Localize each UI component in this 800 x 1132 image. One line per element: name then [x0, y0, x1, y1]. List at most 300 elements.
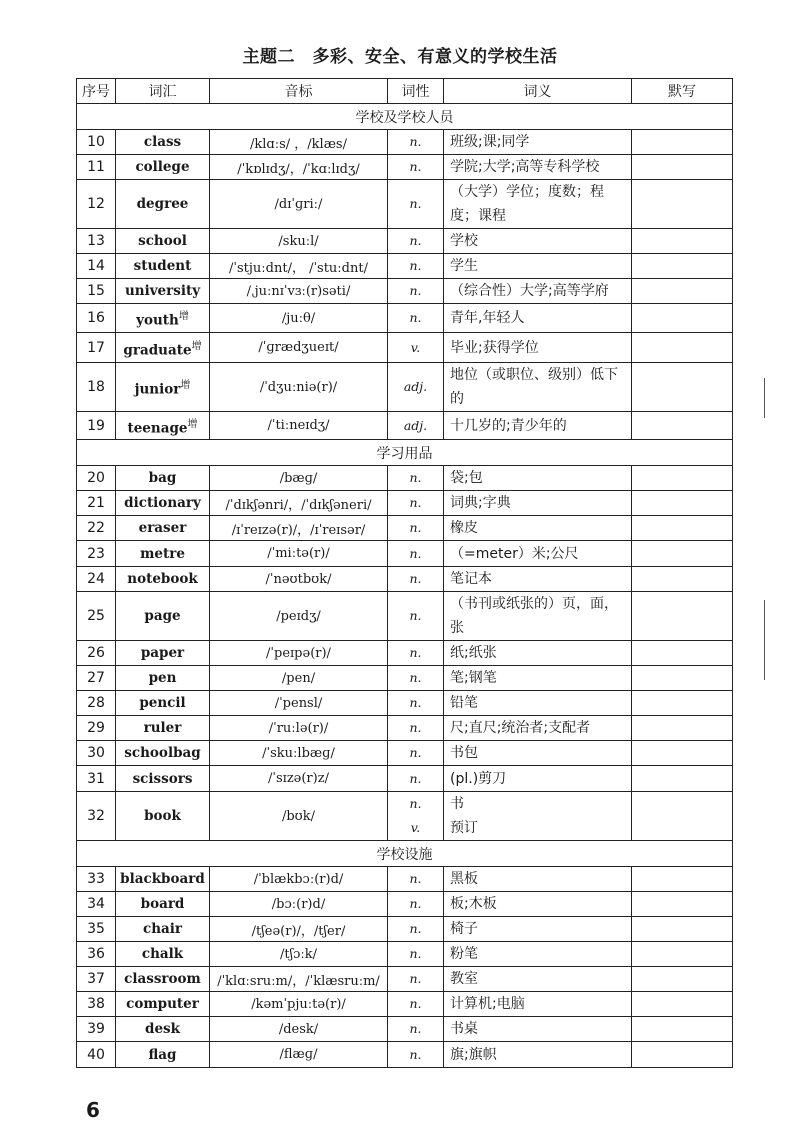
entry-part-of-speech: n.: [409, 670, 422, 685]
table-row: [77, 155, 733, 180]
table-row: [77, 992, 733, 1017]
entry-part-of-speech: n.: [409, 745, 422, 760]
entry-meaning: 预订: [450, 820, 478, 836]
entry-meaning-cell: [444, 254, 632, 279]
entry-word: notebook: [127, 571, 198, 587]
dictation-blank[interactable]: [632, 333, 733, 363]
entry-word-cell: [116, 942, 210, 967]
entry-word: chalk: [141, 946, 184, 962]
entry-part-of-speech: n.: [409, 571, 422, 586]
entry-word: degree: [136, 196, 189, 212]
entry-word-cell: [116, 279, 210, 304]
dictation-blank[interactable]: [632, 567, 733, 592]
entry-meaning-cell: [444, 867, 632, 892]
entry-number: 27: [77, 666, 116, 691]
entry-meaning-cell: [444, 592, 632, 641]
dictation-blank[interactable]: [632, 466, 733, 491]
entry-part-of-speech: n.: [409, 720, 422, 735]
entry-meaning: （大学）学位；度数；程度；课程: [450, 184, 604, 224]
entry-number: 37: [77, 967, 116, 992]
entry-part-of-speech: n.: [409, 796, 422, 811]
header-part-of-speech: 词性: [388, 79, 444, 104]
entry-meaning-cell: [444, 180, 632, 229]
table-row: [77, 892, 733, 917]
entry-number: 20: [77, 466, 116, 491]
entry-phonetic: /ˈklɑːsruːm/，/ˈklæsruːm/: [210, 967, 388, 992]
entry-number: 26: [77, 641, 116, 666]
scan-edge-mark: [764, 600, 765, 680]
entry-part-of-speech: n.: [409, 645, 422, 660]
entry-phonetic: /skuːl/: [210, 229, 388, 254]
dictation-blank[interactable]: [632, 666, 733, 691]
entry-part-of-speech-cell: [388, 741, 444, 766]
entry-phonetic: /ˈpensl/: [210, 691, 388, 716]
entry-meaning: 教室: [450, 971, 478, 987]
entry-meaning: (pl.)剪刀: [450, 770, 507, 787]
entry-part-of-speech-cell: [388, 792, 444, 841]
entry-meaning: 地位（或职位、级别）低下的: [450, 367, 618, 407]
entry-meaning: 橡皮: [450, 520, 478, 536]
entry-meaning-cell: [444, 917, 632, 942]
entry-word-cell: [116, 516, 210, 541]
entry-word: university: [124, 283, 201, 299]
entry-part-of-speech: n.: [409, 233, 422, 248]
entry-meaning: 板;木板: [450, 896, 497, 912]
entry-meaning-cell: [444, 466, 632, 491]
dictation-blank[interactable]: [632, 716, 733, 741]
entry-part-of-speech-cell: [388, 691, 444, 716]
entry-meaning-cell: [444, 691, 632, 716]
table-row: [77, 766, 733, 792]
entry-word: eraser: [138, 520, 187, 536]
entry-part-of-speech: n.: [409, 520, 422, 535]
entry-part-of-speech: n.: [409, 545, 422, 561]
entry-word: pen: [148, 670, 177, 686]
entry-meaning-cell: [444, 741, 632, 766]
entry-number: 24: [77, 567, 116, 592]
entry-number: 31: [77, 766, 116, 792]
section-title: 学校设施: [77, 841, 733, 867]
entry-number: 35: [77, 917, 116, 942]
table-row: [77, 867, 733, 892]
header-phonetic: 音标: [210, 79, 388, 104]
entry-phonetic: /peɪdʒ/: [210, 592, 388, 641]
entry-part-of-speech: adj.: [403, 379, 428, 394]
entry-word-cell: [116, 412, 210, 440]
vocabulary-table: [76, 78, 733, 1068]
entry-word: page: [144, 608, 181, 624]
table-row: [77, 666, 733, 691]
entry-meaning-cell: [444, 491, 632, 516]
added-word-mark: 增: [191, 340, 202, 352]
table-row: [77, 942, 733, 967]
dictation-blank[interactable]: [632, 967, 733, 992]
entry-part-of-speech: n.: [409, 971, 422, 986]
dictation-blank[interactable]: [632, 304, 733, 333]
entry-number: 28: [77, 691, 116, 716]
dictation-blank[interactable]: [632, 792, 733, 841]
dictation-blank[interactable]: [632, 541, 733, 567]
entry-word-cell: [116, 333, 210, 363]
entry-meaning-cell: [444, 304, 632, 333]
entry-word-cell: [116, 155, 210, 180]
entry-meaning: 学院;大学;高等专科学校: [450, 159, 600, 175]
entry-phonetic: /ˈnəʊtbʊk/: [210, 567, 388, 592]
entry-meaning: 黑板: [450, 871, 478, 887]
entry-part-of-speech-cell: [388, 229, 444, 254]
dictation-blank[interactable]: [632, 867, 733, 892]
entry-part-of-speech-cell: [388, 541, 444, 567]
entry-part-of-speech-cell: [388, 491, 444, 516]
entry-meaning-cell: [444, 792, 632, 841]
entry-number: 32: [77, 792, 116, 841]
added-word-mark: 增: [187, 418, 198, 430]
entry-number: 15: [77, 279, 116, 304]
entry-word: junior: [134, 381, 181, 398]
header-number: 序号: [77, 79, 116, 104]
entry-word-cell: [116, 567, 210, 592]
dictation-blank[interactable]: [632, 155, 733, 180]
entry-word-cell: [116, 491, 210, 516]
table-row: [77, 516, 733, 541]
section-header-row: [77, 104, 733, 130]
entry-phonetic: /bæɡ/: [210, 466, 388, 491]
dictation-blank[interactable]: [632, 641, 733, 666]
entry-word-cell: [116, 992, 210, 1017]
entry-meaning-cell: [444, 229, 632, 254]
entry-word-cell: [116, 180, 210, 229]
entry-phonetic: /ˈpeɪpə(r)/: [210, 641, 388, 666]
table-row: [77, 412, 733, 440]
entry-word-cell: [116, 691, 210, 716]
entry-meaning: 铅笔: [450, 695, 478, 711]
entry-word-cell: [116, 967, 210, 992]
entry-word: teenage: [127, 420, 188, 437]
entry-part-of-speech: v.: [410, 339, 421, 355]
entry-number: 36: [77, 942, 116, 967]
entry-part-of-speech: adj.: [403, 417, 428, 433]
entry-meaning-cell: [444, 716, 632, 741]
dictation-blank[interactable]: [632, 130, 733, 155]
entry-number: 16: [77, 304, 116, 333]
entry-word-cell: [116, 666, 210, 691]
entry-phonetic: /ˈdɪkʃənri/，/ˈdɪkʃəneri/: [210, 491, 388, 516]
entry-part-of-speech-cell: [388, 412, 444, 440]
table-row: [77, 967, 733, 992]
entry-meaning-cell: [444, 130, 632, 155]
entry-part-of-speech: n.: [409, 134, 422, 149]
entry-part-of-speech: n.: [409, 495, 422, 510]
header-dictation: 默写: [632, 79, 733, 104]
dictation-blank[interactable]: [632, 592, 733, 641]
section-title: 学校及学校人员: [77, 104, 733, 130]
entry-meaning: 计算机;电脑: [450, 996, 525, 1012]
entry-part-of-speech: n.: [409, 159, 422, 174]
entry-number: 10: [77, 130, 116, 155]
entry-part-of-speech-cell: [388, 992, 444, 1017]
table-row: [77, 180, 733, 229]
dictation-blank[interactable]: [632, 892, 733, 917]
entry-word: desk: [145, 1021, 180, 1037]
entry-number: 39: [77, 1017, 116, 1042]
entry-phonetic: /ˈtiːneɪdʒ/: [210, 412, 388, 440]
entry-number: 14: [77, 254, 116, 279]
entry-meaning: 书: [450, 796, 464, 812]
entry-part-of-speech: v.: [410, 820, 421, 835]
entry-word: bag: [148, 470, 177, 486]
entry-number: 12: [77, 180, 116, 229]
entry-meaning-cell: [444, 567, 632, 592]
entry-part-of-speech-cell: [388, 1042, 444, 1068]
entry-word: scissors: [132, 770, 193, 787]
entry-part-of-speech-cell: [388, 130, 444, 155]
entry-part-of-speech-cell: [388, 279, 444, 304]
dictation-blank[interactable]: [632, 992, 733, 1017]
entry-meaning: 学生: [450, 258, 478, 274]
entry-part-of-speech-cell: [388, 180, 444, 229]
dictation-blank[interactable]: [632, 766, 733, 792]
entry-number: 38: [77, 992, 116, 1017]
entry-phonetic: /ˈkɒlɪdʒ/，/ˈkɑːlɪdʒ/: [210, 155, 388, 180]
added-word-mark: 增: [178, 311, 189, 323]
table-row: [77, 716, 733, 741]
dictation-blank[interactable]: [632, 363, 733, 412]
entry-part-of-speech-cell: [388, 641, 444, 666]
entry-number: 11: [77, 155, 116, 180]
entry-word: youth: [136, 312, 179, 329]
entry-meaning: 尺;直尺;统治者;支配者: [450, 720, 591, 736]
entry-part-of-speech-cell: [388, 516, 444, 541]
entry-meaning: 笔记本: [450, 571, 492, 587]
entry-phonetic: /ˈdʒuːniə(r)/: [210, 363, 388, 412]
dictation-blank[interactable]: [632, 254, 733, 279]
entry-meaning: 青年,年轻人: [450, 310, 525, 326]
dictation-blank[interactable]: [632, 741, 733, 766]
entry-number: 13: [77, 229, 116, 254]
entry-meaning-cell: [444, 641, 632, 666]
dictation-blank[interactable]: [632, 516, 733, 541]
table-row: [77, 792, 733, 841]
table-row: [77, 466, 733, 491]
table-row: [77, 592, 733, 641]
entry-word-cell: [116, 867, 210, 892]
entry-part-of-speech-cell: [388, 967, 444, 992]
entry-meaning: 十几岁的;青少年的: [450, 417, 567, 434]
entry-number: 19: [77, 412, 116, 440]
entry-part-of-speech: n.: [409, 770, 422, 786]
dictation-blank[interactable]: [632, 1017, 733, 1042]
scan-edge-mark: [764, 378, 765, 418]
entry-meaning: 粉笔: [450, 946, 478, 962]
entry-part-of-speech: n.: [409, 196, 422, 211]
entry-phonetic: /tʃɔːk/: [210, 942, 388, 967]
section-header-row: [77, 841, 733, 867]
entry-word: paper: [140, 645, 185, 661]
entry-meaning-cell: [444, 516, 632, 541]
entry-meaning: 笔;钢笔: [450, 670, 497, 686]
entry-part-of-speech-cell: [388, 363, 444, 412]
entry-part-of-speech: n.: [409, 946, 422, 961]
entry-phonetic: /juːθ/: [210, 304, 388, 333]
entry-word: classroom: [124, 971, 201, 987]
entry-number: 18: [77, 363, 116, 412]
table-row: [77, 641, 733, 666]
entry-part-of-speech-cell: [388, 466, 444, 491]
entry-phonetic: /ˈruːlə(r)/: [210, 716, 388, 741]
entry-meaning: 书包: [450, 745, 478, 761]
header-meaning: 词义: [444, 79, 632, 104]
entry-phonetic: /ɪˈreɪzə(r)/，/ɪˈreɪsər/: [210, 516, 388, 541]
dictation-blank[interactable]: [632, 229, 733, 254]
entry-phonetic: /pen/: [210, 666, 388, 691]
entry-meaning: 书桌: [450, 1021, 478, 1037]
entry-word: blackboard: [120, 871, 205, 887]
dictation-blank[interactable]: [632, 917, 733, 942]
entry-part-of-speech-cell: [388, 716, 444, 741]
entry-meaning: 毕业;获得学位: [450, 339, 539, 356]
entry-word: computer: [126, 996, 199, 1012]
dictation-blank[interactable]: [632, 691, 733, 716]
entry-word-cell: [116, 229, 210, 254]
table-row: [77, 363, 733, 412]
entry-number: 30: [77, 741, 116, 766]
entry-word-cell: [116, 792, 210, 841]
entry-meaning-cell: [444, 942, 632, 967]
entry-number: 22: [77, 516, 116, 541]
table-body: [77, 104, 733, 1068]
entry-meaning-cell: [444, 1017, 632, 1042]
table-row: [77, 691, 733, 716]
entry-word-cell: [116, 254, 210, 279]
dictation-blank[interactable]: [632, 1042, 733, 1068]
entry-meaning-cell: [444, 892, 632, 917]
entry-word: student: [133, 258, 192, 274]
entry-word-cell: [116, 641, 210, 666]
entry-number: 29: [77, 716, 116, 741]
entry-word: book: [144, 808, 181, 824]
entry-part-of-speech-cell: [388, 1017, 444, 1042]
entry-part-of-speech-cell: [388, 766, 444, 792]
table-row: [77, 333, 733, 363]
section-header-row: [77, 440, 733, 466]
section-title: 学习用品: [77, 440, 733, 466]
entry-word-cell: [116, 741, 210, 766]
entry-part-of-speech: n.: [409, 310, 422, 325]
dictation-blank[interactable]: [632, 491, 733, 516]
entry-meaning: 袋;包: [450, 470, 483, 486]
table-row: [77, 279, 733, 304]
entry-part-of-speech-cell: [388, 917, 444, 942]
entry-word: board: [140, 896, 185, 912]
entry-part-of-speech: n.: [409, 921, 422, 936]
entry-part-of-speech-cell: [388, 942, 444, 967]
entry-meaning-cell: [444, 992, 632, 1017]
table-row: [77, 130, 733, 155]
entry-word: class: [143, 134, 182, 150]
entry-number: 21: [77, 491, 116, 516]
entry-word-cell: [116, 917, 210, 942]
entry-part-of-speech: n.: [409, 470, 422, 485]
table-row: [77, 254, 733, 279]
entry-phonetic: /bɔː(r)d/: [210, 892, 388, 917]
entry-meaning: 词典;字典: [450, 495, 511, 511]
entry-part-of-speech: n.: [409, 1021, 422, 1036]
dictation-blank[interactable]: [632, 180, 733, 229]
entry-word: flag: [148, 1046, 177, 1063]
header-row: [77, 79, 733, 104]
entry-meaning-cell: [444, 1042, 632, 1068]
table-row: [77, 304, 733, 333]
dictation-blank[interactable]: [632, 412, 733, 440]
entry-meaning-cell: [444, 766, 632, 792]
entry-meaning-cell: [444, 412, 632, 440]
entry-phonetic: /desk/: [210, 1017, 388, 1042]
entry-word: chair: [142, 921, 183, 937]
entry-part-of-speech-cell: [388, 892, 444, 917]
entry-part-of-speech-cell: [388, 592, 444, 641]
table-row: [77, 1042, 733, 1068]
entry-number: 25: [77, 592, 116, 641]
entry-part-of-speech-cell: [388, 567, 444, 592]
entry-number: 33: [77, 867, 116, 892]
table-row: [77, 541, 733, 567]
entry-part-of-speech: n.: [409, 695, 422, 710]
entry-phonetic: /ˈmiːtə(r)/: [210, 541, 388, 567]
entry-word: ruler: [143, 720, 182, 736]
entry-phonetic: /klɑːs/ ，/klæs/: [210, 130, 388, 155]
entry-meaning-cell: [444, 541, 632, 567]
entry-number: 23: [77, 541, 116, 567]
entry-word-cell: [116, 716, 210, 741]
entry-phonetic: /dɪˈɡriː/: [210, 180, 388, 229]
table-row: [77, 567, 733, 592]
entry-part-of-speech: n.: [409, 1046, 422, 1062]
entry-part-of-speech-cell: [388, 304, 444, 333]
dictation-blank[interactable]: [632, 942, 733, 967]
entry-part-of-speech: n.: [409, 871, 422, 886]
entry-meaning-cell: [444, 333, 632, 363]
entry-meaning: （=meter）米;公尺: [450, 545, 579, 562]
page-number: 6: [86, 1098, 100, 1122]
entry-phonetic: /ˈskuːlbæɡ/: [210, 741, 388, 766]
entry-meaning: （书刊或纸张的）页，面，张: [450, 596, 618, 636]
table-row: [77, 1017, 733, 1042]
entry-part-of-speech: n.: [409, 608, 422, 623]
entry-number: 34: [77, 892, 116, 917]
added-word-mark: 增: [180, 380, 191, 392]
table-row: [77, 917, 733, 942]
entry-phonetic: /flæɡ/: [210, 1042, 388, 1068]
entry-part-of-speech-cell: [388, 666, 444, 691]
entry-part-of-speech-cell: [388, 155, 444, 180]
entry-word: college: [135, 159, 190, 175]
table-row: [77, 741, 733, 766]
entry-phonetic: /ˈsɪzə(r)z/: [210, 766, 388, 792]
entry-word-cell: [116, 466, 210, 491]
entry-part-of-speech: n.: [409, 996, 422, 1011]
header-word: 词汇: [116, 79, 210, 104]
entry-word-cell: [116, 304, 210, 333]
entry-word-cell: [116, 766, 210, 792]
entry-part-of-speech-cell: [388, 867, 444, 892]
entry-meaning: 班级;课;同学: [450, 134, 530, 150]
page-title: 主题二 多彩、安全、有意义的学校生活: [242, 47, 558, 67]
entry-word: schoolbag: [124, 745, 201, 761]
table-row: [77, 491, 733, 516]
entry-part-of-speech: n.: [409, 283, 422, 298]
dictation-blank[interactable]: [632, 279, 733, 304]
entry-meaning: 椅子: [450, 921, 478, 937]
